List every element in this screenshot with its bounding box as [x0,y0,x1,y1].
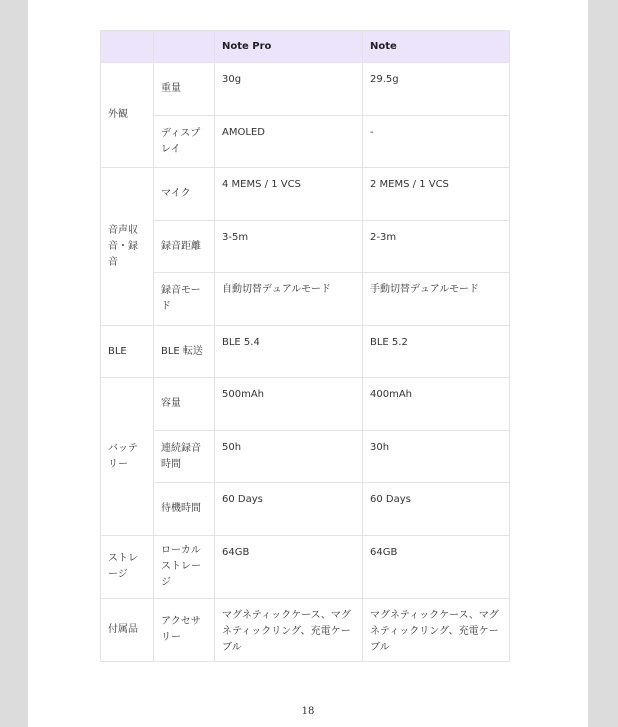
table-row [101,599,510,662]
note-value: 400mAh [363,378,510,431]
header-item [154,31,215,63]
table-row [101,483,510,536]
table-row [101,168,510,221]
item-cell: BLE 転送 [154,326,215,378]
note-value: 29.5g [363,63,510,116]
item-cell: 連続録音時間 [154,431,215,483]
note-pro-value: マグネティックケース、マグネティックリング、充電ケーブル [215,599,363,662]
item-cell: マイク [154,168,215,221]
note-value: マグネティックケース、マグネティックリング、充電ケーブル [363,599,510,662]
item-cell: アクセサリー [154,599,215,662]
note-pro-value: 30g [215,63,363,116]
item-cell: 容量 [154,378,215,431]
note-pro-value: BLE 5.4 [215,326,363,378]
category-cell: 音声収音・録音 [101,168,154,326]
item-cell: 録音距離 [154,221,215,273]
note-value: BLE 5.2 [363,326,510,378]
note-pro-value: 500mAh [215,378,363,431]
table-row [101,536,510,599]
category-cell: 付属品 [101,599,154,662]
note-pro-value: 50h [215,431,363,483]
header-note-pro: Note Pro [215,31,363,63]
category-cell: バッテリー [101,378,154,536]
note-pro-value: 4 MEMS / 1 VCS [215,168,363,221]
table-row [101,221,510,273]
table-row [101,63,510,116]
note-pro-value: 60 Days [215,483,363,536]
note-pro-value: 64GB [215,536,363,599]
header-note: Note [363,31,510,63]
note-value: 30h [363,431,510,483]
note-pro-value: 自動切替デュアルモード [215,273,363,326]
note-value: 2 MEMS / 1 VCS [363,168,510,221]
table-row [101,326,510,378]
category-cell: BLE [101,326,154,378]
table-row [101,378,510,431]
category-cell: ストレージ [101,536,154,599]
table-row [101,116,510,168]
note-value: - [363,116,510,168]
note-value: 手動切替デュアルモード [363,273,510,326]
note-value: 64GB [363,536,510,599]
item-cell: 録音モード [154,273,215,326]
table-header-row [101,31,510,63]
page-number: 18 [301,706,315,717]
note-pro-value: AMOLED [215,116,363,168]
item-cell: 重量 [154,63,215,116]
note-value: 2-3m [363,221,510,273]
category-cell: 外観 [101,63,154,168]
item-cell: 待機時間 [154,483,215,536]
spec-comparison-table [100,30,510,662]
note-pro-value: 3-5m [215,221,363,273]
document-page [28,0,588,727]
item-cell: ディスプレイ [154,116,215,168]
item-cell: ローカルストレージ [154,536,215,599]
table-row [101,273,510,326]
note-value: 60 Days [363,483,510,536]
header-category [101,31,154,63]
table-row [101,431,510,483]
